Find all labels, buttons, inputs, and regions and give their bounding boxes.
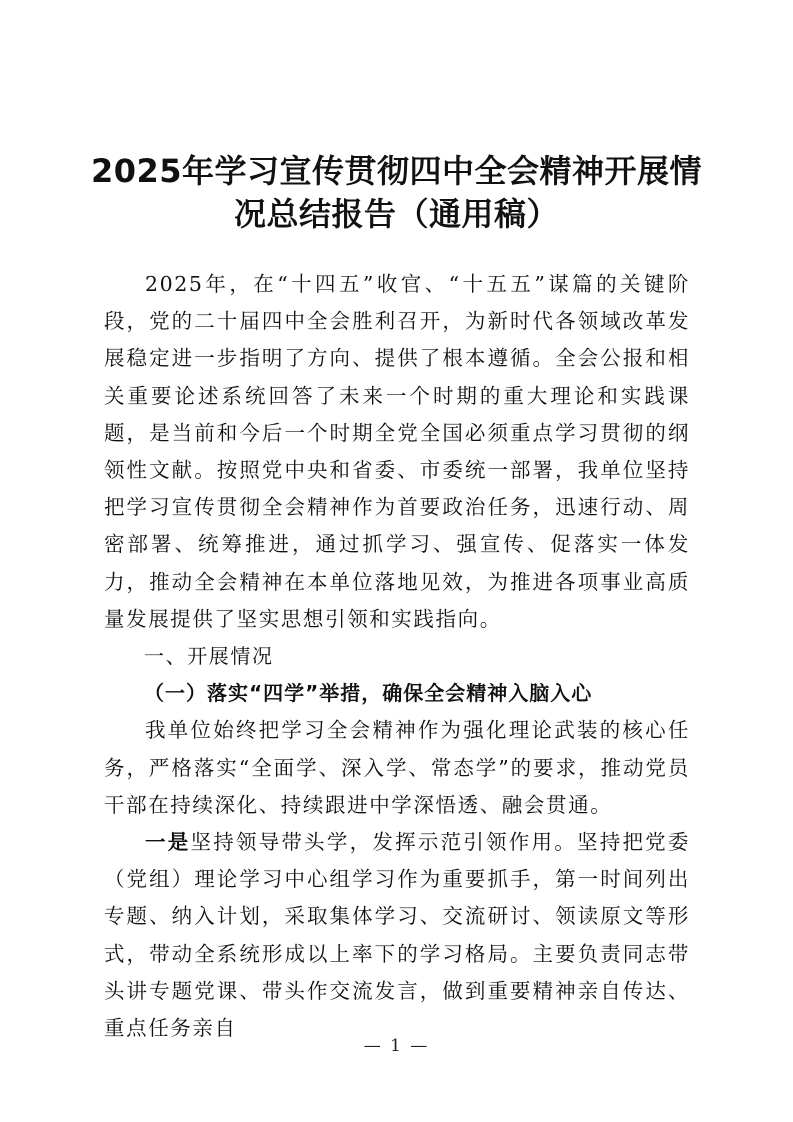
title-line-1: 2025年学习宣传贯彻四中全会精神开展情 xyxy=(90,152,703,190)
body-paragraph-2: 我单位始终把学习全会精神作为强化理论武装的核心任务，严格落实“全面学、深入学、常态学”的要求，推动党员干部在持续深化、持续跟进中学深悟透、融会贯通。 xyxy=(104,718,690,817)
intro-paragraph: 2025年，在“十四五”收官、“十五五”谋篇的关键阶段，党的二十届四中全会胜利召开，为新时代各领域改革发展稳定进一步指明了方向、提供了根本遵循。全会公报和相关重要论述系统回答了未来一个时期的重大理论和实践课题，是当前和今后一个时期全党全国必须重点学习贯彻的纲领性文献。按照党中央和省委、市委统一部署，我单位坚持把学习宣传贯彻全会精神作为首要政治任务，迅速行动、周密部署、统筹推进，通过抓学习、强宣传、促落实一体发力，推动全会精神在本单位落地见效，为推进各项事业高质量发展提供了坚实思想引领和实践指向。 xyxy=(104,272,690,631)
paragraph-lead-text: 一是 xyxy=(145,830,191,855)
subsection-heading-1: （一）落实“四学”举措，确保全会精神入脑入心 xyxy=(144,681,593,706)
body-paragraph-3 xyxy=(104,824,690,1047)
document-title xyxy=(90,150,703,236)
page-number: — 1 — xyxy=(363,1036,430,1056)
document-body xyxy=(104,266,690,1047)
title-line-2: 况总结报告（通用稿） xyxy=(233,195,559,233)
section-heading-1: 一、开展情况 xyxy=(144,644,274,669)
paragraph-3-text: 坚持领导带头学，发挥示范引领作用。坚持把党委（党组）理论学习中心组学习作为重要抓手，第一时间列出专题、纳入计划，采取集体学习、交流研讨、领读原文等形式，带动全系统形成以上率下的学习格局。主要负责同志带头讲专题党课、带头作交流发言，做到重要精神亲自传达、重点任务亲自 xyxy=(104,830,691,1041)
